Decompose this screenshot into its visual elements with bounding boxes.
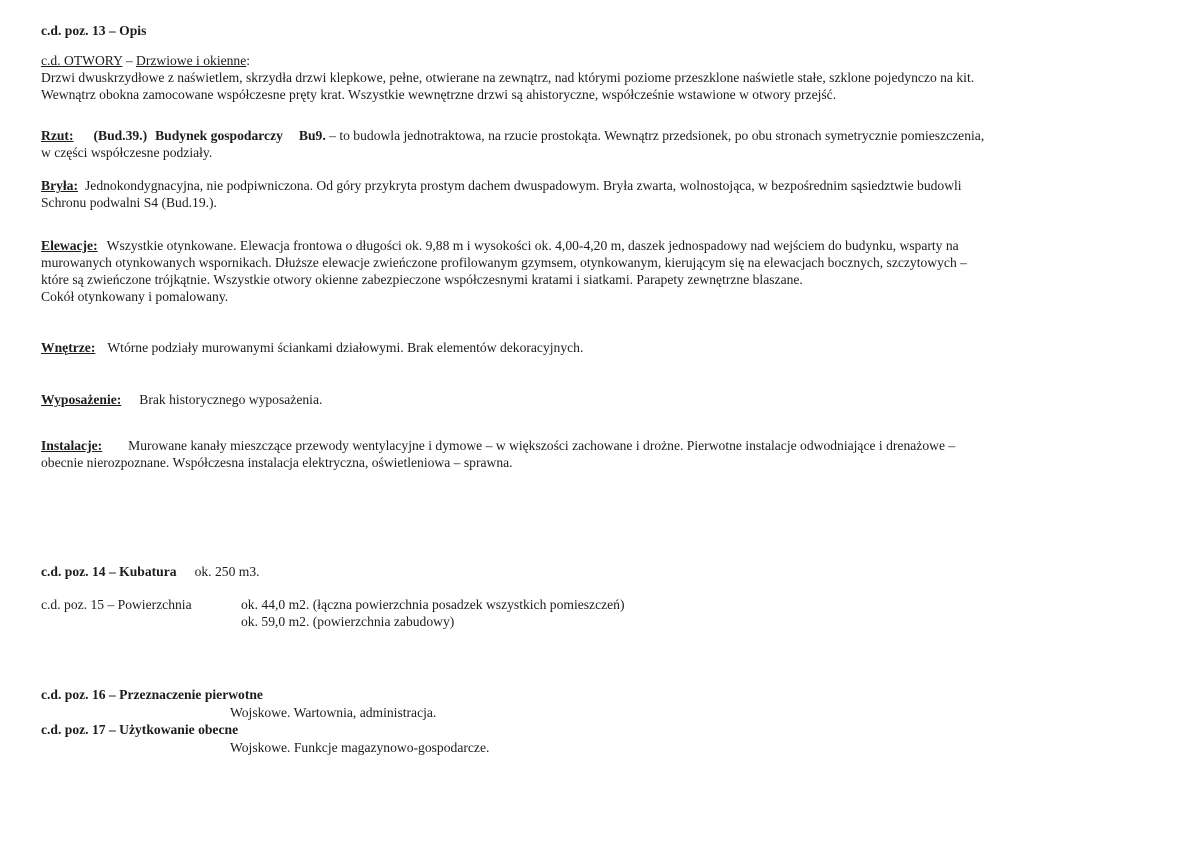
poz14-value: ok. 250 m3.	[194, 564, 260, 579]
elewacje-text-line-4: Cokół otynkowany i pomalowany.	[41, 289, 229, 304]
elewacje-text-line-3: które są zwieńczone trójkątnie. Wszystkie otwory okienne zabezpieczone współczesnymi kratami i siatkami. Parapety zewnętrzne blaszane.	[41, 272, 803, 287]
instalacje-label: Instalacje:	[41, 438, 103, 453]
bryla-text-line-2: Schronu podwalni S4 (Bud.19.).	[41, 195, 217, 210]
elewacje-label: Elewacje:	[41, 238, 98, 253]
otwory-dash: –	[122, 53, 137, 68]
section-header-poz13: c.d. poz. 13 – Opis	[41, 23, 147, 38]
otwory-colon: :	[246, 53, 251, 68]
poz16-value: Wojskowe. Wartownia, administracja.	[230, 705, 437, 720]
rzut-line-1	[41, 127, 984, 144]
wyposazenie-text: Brak historycznego wyposażenia.	[139, 392, 323, 407]
bryla-line-1	[41, 177, 962, 194]
instalacje-text-line-1: Murowane kanały mieszczące przewody wentylacyjne i dymowe – w większości zachowane i drożne. Pierwotne instalacje odwodniające i drenażowe –	[128, 438, 956, 453]
otwory-text-line-2: Wewnątrz obokna zamocowane współczesne pręty krat. Wszystkie wewnętrzne drzwi są ahistoryczne, współcześnie wstawione w otwory przejść.	[41, 87, 837, 102]
poz14-line	[41, 563, 260, 580]
otwory-sublabel: Drzwiowe i okienne	[136, 53, 247, 68]
otwory-text-line-1: Drzwi dwuskrzydłowe z naświetlem, skrzydła drzwi klepkowe, pełne, otwierane na zewnątrz, nad którymi poziome przeszklone naświetle stałe, szklone pojedynczo na kit.	[41, 70, 975, 85]
bryla-label: Bryła:	[41, 178, 78, 193]
wyposazenie-label: Wyposażenie:	[41, 392, 122, 407]
poz15-value-2: ok. 59,0 m2. (powierzchnia zabudowy)	[241, 614, 455, 629]
otwory-heading	[41, 52, 250, 69]
rzut-text-line-1: – to budowla jednotraktowa, na rzucie prostokąta. Wewnątrz przedsionek, po obu stronach symetrycznie pomieszczenia,	[325, 128, 985, 143]
poz17-value: Wojskowe. Funkcje magazynowo-gospodarcze.	[230, 740, 490, 755]
rzut-building-code: Bu9.	[298, 128, 326, 143]
elewacje-text-line-2: murowanych otynkowanych wspornikach. Dłuższe elewacje zwieńczone profilowanym gzymsem, otynkowanym, kierującym się na elewacjach bocznych, szczytowych –	[41, 255, 967, 270]
bryla-text-line-1: Jednokondygnacyjna, nie podpiwniczona. Od góry przykryta prostym dachem dwuspadowym. Bryła zwarta, wolnostojąca, w bezpośrednim sąsiedztwie budowli	[85, 178, 962, 193]
rzut-bud-ref: (Bud.39.)	[93, 128, 148, 143]
poz15-value-1: ok. 44,0 m2. (łączna powierzchnia posadzek wszystkich pomieszczeń)	[241, 597, 625, 612]
rzut-label: Rzut:	[41, 128, 74, 143]
poz16-label: c.d. poz. 16 – Przeznaczenie pierwotne	[41, 687, 263, 702]
poz15-label: c.d. poz. 15 – Powierzchnia	[41, 597, 192, 612]
rzut-text-line-2: w części współczesne podziały.	[41, 145, 213, 160]
poz14-label: c.d. poz. 14 – Kubatura	[41, 564, 177, 579]
wyposazenie-line	[41, 391, 322, 408]
instalacje-text-line-2: obecnie nierozpoznane. Współczesna instalacja elektryczna, oświetleniowa – sprawna.	[41, 455, 513, 470]
rzut-building-name: Budynek gospodarczy	[155, 128, 283, 143]
elewacje-text-line-1: Wszystkie otynkowane. Elewacja frontowa o długości ok. 9,88 m i wysokości ok. 4,00-4,20 m, daszek jednospadowy nad wejściem do budynku, wsparty na	[106, 238, 959, 253]
wnetrze-text: Wtórne podziały murowanymi ściankami działowymi. Brak elementów dekoracyjnych.	[107, 340, 584, 355]
instalacje-line-1	[41, 437, 955, 454]
elewacje-line-1	[41, 237, 959, 254]
poz17-label: c.d. poz. 17 – Użytkowanie obecne	[41, 722, 239, 737]
wnetrze-label: Wnętrze:	[41, 340, 96, 355]
wnetrze-line	[41, 339, 583, 356]
otwory-label: c.d. OTWORY	[41, 53, 123, 68]
